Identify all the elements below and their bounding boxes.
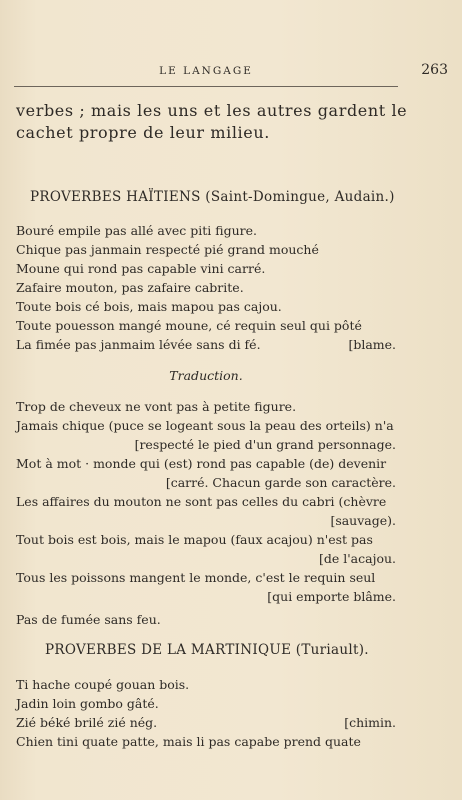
translation-continuation: [carré. Chacun garde son caractère. — [165, 475, 396, 490]
proverb-line: Bouré empile pas allé avec piti figure. — [16, 223, 258, 238]
intro-line: verbes ; mais les uns et les autres gardent le — [16, 101, 408, 120]
proverb-line: Moune qui rond pas capable vini carré. — [16, 261, 266, 276]
proverb-line: Jadin loin gombo gâté. — [16, 696, 159, 711]
intro-line: cachet propre de leur milieu. — [16, 123, 270, 142]
proverb-continuation: [chimin. — [344, 715, 396, 730]
proverb-line: Zié béké brilé zié nég. — [16, 715, 158, 730]
proverb-line: Chien tini quate patte, mais li pas capabe prend quate — [16, 734, 361, 749]
page-number: 263 — [421, 62, 448, 78]
translation-heading: Traduction. — [169, 368, 243, 383]
translation-continuation: [respecté le pied d'un grand personnage. — [134, 437, 396, 452]
translation-line: Mot à mot · monde qui (est) rond pas capable (de) devenir — [16, 456, 387, 471]
proverb-line: Toute pouesson mangé moune, cé requin seul qui pôté — [16, 318, 362, 333]
proverb-line: La fimée pas janmaim lévée sans di fé. — [16, 337, 261, 352]
header-rule — [14, 86, 398, 87]
translation-line: Trop de cheveux ne vont pas à petite figure. — [16, 399, 297, 414]
running-title: LE LANGAGE — [159, 65, 253, 77]
section-heading-haiti: PROVERBES HAÏTIENS (Saint-Domingue, Audain.) — [30, 189, 395, 205]
translation-line: Les affaires du mouton ne sont pas celles du cabri (chèvre — [16, 494, 387, 509]
proverb-line: Toute bois cé bois, mais mapou pas cajou. — [16, 299, 282, 314]
page-header — [14, 62, 448, 82]
translation-line: Tout bois est bois, mais le mapou (faux acajou) n'est pas — [16, 532, 373, 547]
translation-continuation: [qui emporte blâme. — [267, 589, 396, 604]
section-heading-martinique: PROVERBES DE LA MARTINIQUE (Turiault). — [45, 642, 369, 658]
proverb-line: Chique pas janmain respecté pié grand mouché — [16, 242, 319, 257]
translation-continuation: [de l'acajou. — [318, 551, 396, 566]
translation-continuation: [sauvage). — [330, 513, 396, 528]
proverb-line: Zafaire mouton, pas zafaire cabrite. — [16, 280, 244, 295]
translation-line: Pas de fumée sans feu. — [16, 612, 161, 627]
translation-line: Jamais chique (puce se logeant sous la peau des orteils) n'a — [16, 418, 394, 433]
proverb-continuation: [blame. — [348, 337, 396, 352]
proverb-line: Ti hache coupé gouan bois. — [16, 677, 190, 692]
translation-line: Tous les poissons mangent le monde, c'est le requin seul — [16, 570, 376, 585]
